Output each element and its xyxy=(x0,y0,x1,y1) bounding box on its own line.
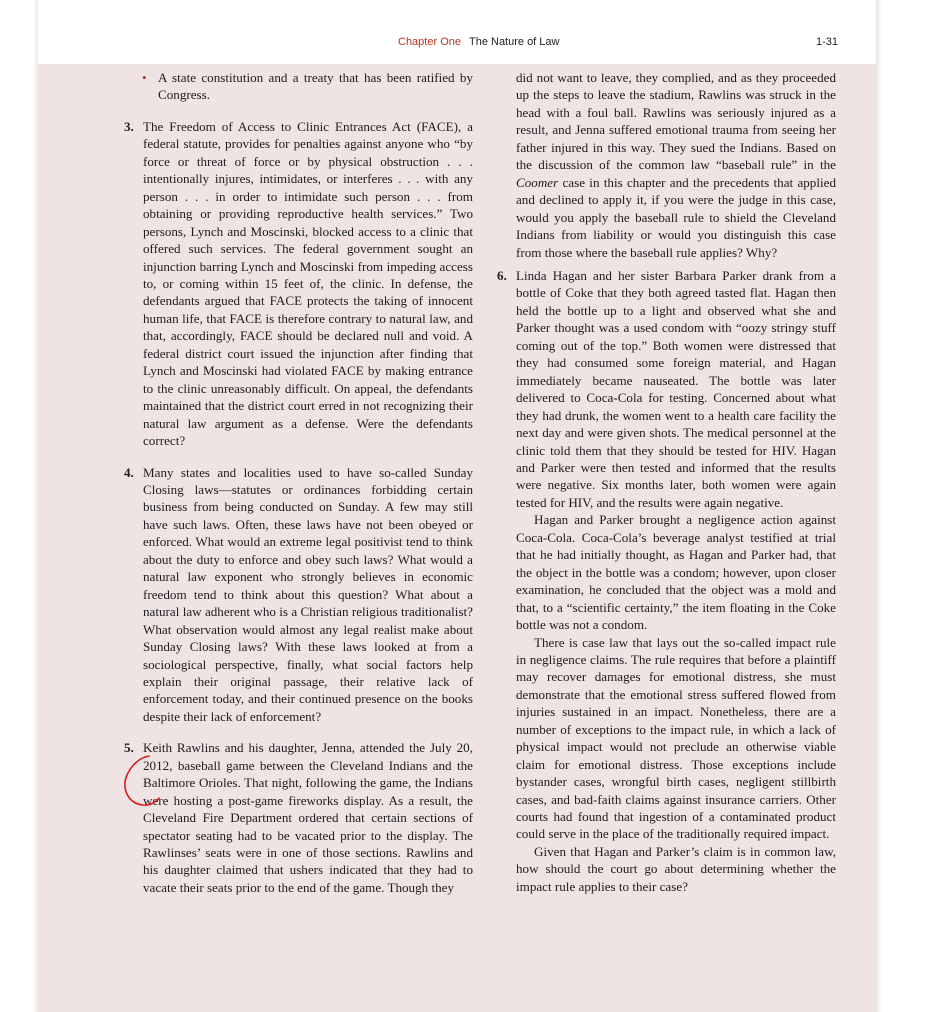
question-text: The Freedom of Access to Clinic Entrances Act (FACE), a federal statute, provides for penalties against anyone who “by force or threat of force or by physical obstruction . . . intentionally injures, intimidates, or interferes . . . with any person . . . in order to intimidate such person . . . from obtaining or providing reproductive health services.” Two persons, Lynch and Moscinski, blocked access to a clinic that offered such services. The federal government sought an injunction barring Lynch and Moscinski from impeding access to, or coming within 15 feet of, the clinic. In defense, the defendants argued that FACE protects the taking of innocent human life, that FACE is therefore contrary to natural law, and that, accordingly, FACE should be declared null and void. A federal district court issued the injunction after finding that Lynch and Moscinski had violated FACE by making entrance to the clinic unreasonably difficult. On appeal, the defendants maintained that the district court erred in not recognizing their natural law argument as a defense. Were the defendants correct? xyxy=(143,118,473,449)
question-number: 5. xyxy=(124,740,134,756)
right-column xyxy=(497,69,836,895)
case-name: Coomer xyxy=(516,174,559,190)
page-shadow-right xyxy=(876,0,882,1012)
question-6 xyxy=(497,267,836,895)
question-3 xyxy=(124,118,473,450)
book-page xyxy=(38,0,876,1012)
question-number: 6. xyxy=(497,267,507,283)
bullet-icon: • xyxy=(142,70,147,85)
header-chapter-title xyxy=(398,36,559,48)
question-number: 3. xyxy=(124,118,134,134)
bullet-item xyxy=(142,69,473,104)
left-column xyxy=(124,69,473,896)
question-5-continued: did not want to leave, they complied, and as they proceeded up the steps to leave the stadium, Rawlins was struck in the head with a foul ball. Rawlins was seriously injured as a result, and Jenna suffered emotional trauma from seeing her father injured in this way. They sued the Indians. Based on the discussion of the common law “baseball rule” in the Coomer case in this chapter and the precedents that applied and declined to apply it, if you were the judge in this case, would you apply the baseball rule to shield the Cleveland Indians from liability or would you distinguish this case from those where the baseball rule applies? Why? xyxy=(516,70,836,260)
chapter-title: The Nature of Law xyxy=(468,36,560,48)
bullet-text: A state constitution and a treaty that has been ratified by Congress. xyxy=(158,70,473,103)
question-5 xyxy=(124,739,473,896)
question-paragraph-3: There is case law that lays out the so-called impact rule in negligence claims. The rule requires that before a plaintiff may recover damages for emotional distress, she must demonstrate that the emotional stress suffered flowed from injuries sustained in an impact. Nonetheless, there are a number of exceptions to the impact rule, in which a lack of physical impact would not preclude an otherwise viable claim for emotional distress. Those exceptions include bystander cases, wrongful birth cases, negligent stillbirth cases, and bad-faith claims against insurance carriers. Other courts had found that ingestion of a contaminated product could serve in the place of the traditionally required impact. xyxy=(516,634,836,842)
page-number: 1-31 xyxy=(815,36,838,48)
question-4 xyxy=(124,464,473,726)
question-number: 4. xyxy=(124,464,134,480)
question-paragraph-2: Hagan and Parker brought a negligence action against Coca-Cola. Coca-Cola’s beverage analyst testified at trial that he had initially thought, as Hagan and Parker had, that the object in the bottle was a condom; however, upon closer examination, he concluded that the object was a mold and that, to a “scientific certainty,” the item floating in the Coke bottle was not a condom. xyxy=(516,512,836,633)
chapter-label: Chapter One xyxy=(398,36,461,48)
question-paragraph-1: Linda Hagan and her sister Barbara Parker drank from a bottle of Coke that they both agreed tasted flat. Hagan then held the bottle up to a light and observed what she and Parker thought was a used condom with “oozy stringy stuff coming out of the top.” Both women were distressed that they had consumed some foreign material, and Hagan immediately became nauseated. The bottle was later delivered to Coca-Cola for testing. Concerned about what they had drunk, the women went to a health care facility the next day and were given shots. The medical personnel at the clinic told them that they should be tested for HIV. Hagan and Parker were then tested and informed that the results were negative. Six months later, both women were again tested for HIV, and the results were again negative. xyxy=(516,267,836,510)
running-header xyxy=(38,0,876,64)
question-text: Many states and localities used to have so-called Sunday Closing laws—statutes or ordinances forbidding certain business from being conducted on Sunday. A few may still have such laws. Often, these laws have not been obeyed or enforced. What would an extreme legal positivist tend to think about the duty to enforce and obey such laws? What would a natural law exponent who strongly believes in economic freedom tend to think about this question? What about a natural law adherent who is a Christian religious traditionalist? What observation would almost any legal realist make about Sunday Closing laws? With these laws looked at from a sociological perspective, finally, what social factors help explain their original passage, their relative lack of enforcement today, and their continued presence on the books despite their lack of enforcement? xyxy=(143,464,473,724)
question-text: Keith Rawlins and his daughter, Jenna, attended the July 20, 2012, baseball game between the Cleveland Indians and the Baltimore Orioles. That night, following the game, the Indians were hosting a post-game fireworks display. As a result, the Cleveland Fire Department ordered that certain sections of spectator seating had to be vacated prior to the display. The Rawlinses’ seats were in one of those sections. Rawlins and his daughter claimed that ushers indicated that they had to vacate their seats prior to the end of the game. Though they xyxy=(143,740,473,895)
exercise-text-area xyxy=(38,64,876,1012)
question-paragraph-4: Given that Hagan and Parker’s claim is in common law, how should the court go about determining whether the impact rule applies to their case? xyxy=(516,843,836,894)
